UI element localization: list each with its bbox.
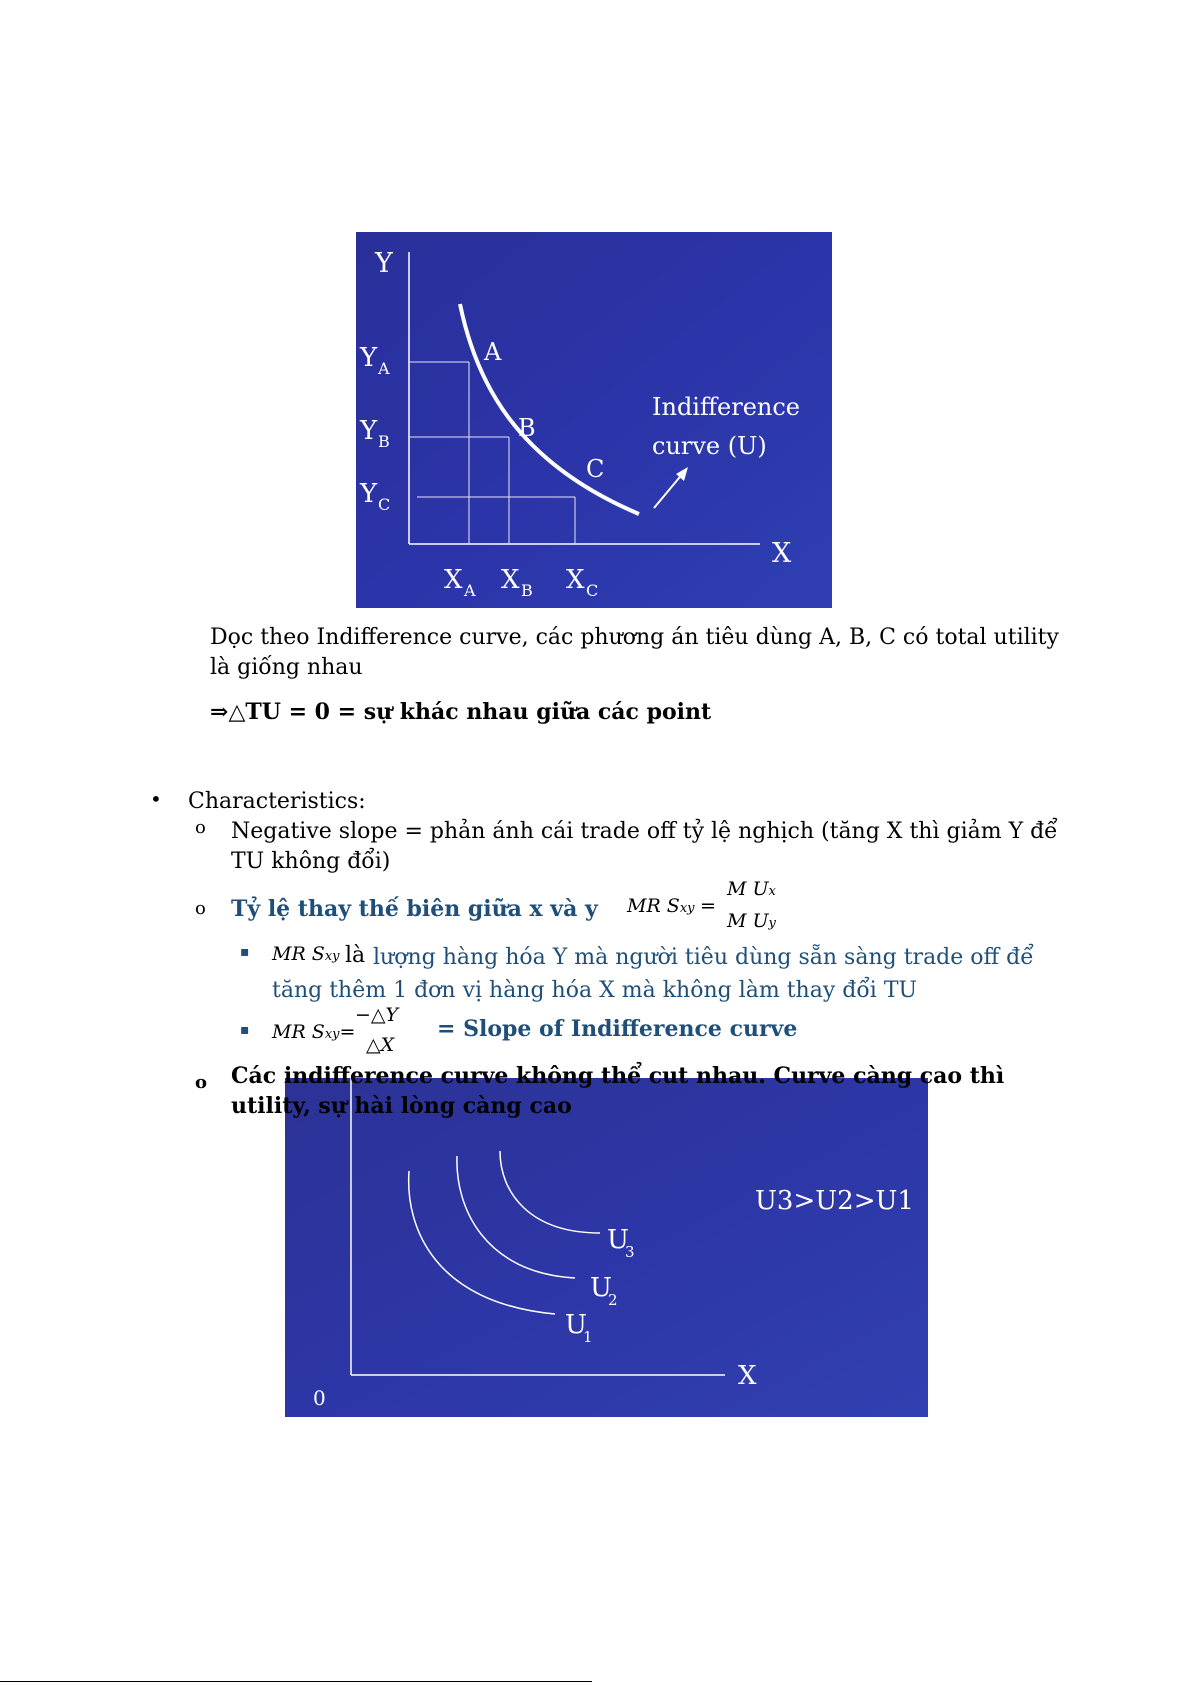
point-c-label: C: [586, 455, 605, 483]
u2-sub: 2: [608, 1291, 618, 1309]
mrs-text-3: MR S: [272, 1021, 325, 1043]
square-bullet-icon: ▪: [240, 1022, 250, 1038]
characteristics-heading: Characteristics:: [188, 789, 366, 814]
caption-result: [210, 697, 1060, 727]
tick-ya: Y: [360, 343, 378, 373]
tick-xa: X: [444, 565, 463, 595]
sub1-la: là: [345, 943, 366, 968]
axis-x-label: X: [772, 538, 792, 569]
u2-label: U: [590, 1273, 612, 1303]
sub-bullet-icon: o: [195, 1072, 208, 1093]
u3-sub: 3: [625, 1243, 635, 1261]
tick-xa-sub: A: [464, 581, 476, 600]
bullet-dot-icon: •: [150, 787, 162, 811]
multiple-indifference-curves-figure: [285, 1078, 928, 1417]
u1-label: U: [565, 1310, 587, 1340]
origin-label: 0: [313, 1386, 326, 1410]
tick-xc: X: [566, 565, 585, 595]
equals-sign: =: [700, 895, 716, 917]
mrs-symbol: [627, 895, 695, 917]
mu-y-sub: y: [768, 916, 776, 931]
square-bullet-icon: ▪: [240, 944, 250, 960]
item-mrs-heading: Tỷ lệ thay thế biên giữa x và y: [231, 896, 598, 922]
curve-label-line2: curve (U): [652, 432, 767, 460]
mu-x-numerator: [727, 878, 776, 900]
sub1-description: lượng hàng hóa Y mà người tiêu dùng sẵn sàng trade off để tăng thêm 1 đơn vị hàng hóa X mà không làm thay đổi TU: [272, 945, 1034, 1003]
fraction-denominator: △X: [366, 1034, 395, 1056]
mu-y-text: M U: [727, 910, 769, 932]
indifference-curve-svg: [356, 232, 832, 608]
tick-yb-sub: B: [378, 432, 390, 451]
sub2-slope-text: = Slope of Indifference curve: [437, 1016, 798, 1042]
tick-yb: Y: [360, 416, 378, 446]
tick-xb-sub: B: [521, 581, 533, 600]
footnote-separator: [0, 1681, 592, 1682]
mrs-sub: xy: [679, 901, 695, 916]
mrs-sub-3: xy: [324, 1027, 340, 1042]
caption-result-text: △TU = 0 = sự khác nhau giữa các point: [228, 699, 712, 725]
u3-label: U: [607, 1225, 629, 1255]
item-negative-slope: Negative slope = phản ánh cái trade off tỷ lệ nghịch (tăng X thì giảm Y để TU không đổi): [231, 819, 1058, 874]
multiple-curves-svg: [285, 1078, 928, 1417]
caption-paragraph: Dọc theo Indifference curve, các phương án tiêu dùng A, B, C có total utility là giống nhau: [210, 625, 1059, 680]
tick-xc-sub: C: [586, 581, 599, 600]
item-curves-no-intersect: Các indifference curve không thể cut nhau. Curve càng cao thì utility, sự hài lòng càng cao: [231, 1063, 1005, 1119]
axis-y-label: Y: [375, 248, 393, 279]
tick-xb: X: [501, 565, 520, 595]
mu-x-sub: x: [768, 884, 776, 899]
implies-arrow-icon: ⇒: [210, 699, 229, 725]
mrs-text-2: MR S: [272, 943, 325, 965]
indifference-curve-figure: [356, 232, 832, 608]
equals-sign-2: =: [339, 1021, 356, 1043]
mu-y-denominator: [727, 910, 776, 932]
mrs-symbol-3: [272, 1021, 355, 1043]
mrs-sub-2: xy: [324, 949, 340, 964]
fraction-numerator: −△Y: [355, 1004, 399, 1026]
mrs-text: MR S: [627, 895, 680, 917]
u1-sub: 1: [583, 1328, 593, 1346]
utility-order-label: U3>U2>U1: [755, 1186, 914, 1216]
point-a-label: A: [484, 338, 502, 366]
curve-label-line1: Indifference: [652, 393, 801, 421]
tick-ya-sub: A: [378, 359, 390, 378]
point-b-label: B: [518, 414, 536, 442]
tick-yc-sub: C: [378, 495, 391, 514]
tick-yc: Y: [360, 479, 378, 509]
mu-x-text: M U: [727, 878, 769, 900]
sub-bullet-icon: o: [195, 898, 206, 919]
axis-x-label-2: X: [738, 1361, 757, 1391]
sub-bullet-icon: o: [195, 817, 206, 838]
